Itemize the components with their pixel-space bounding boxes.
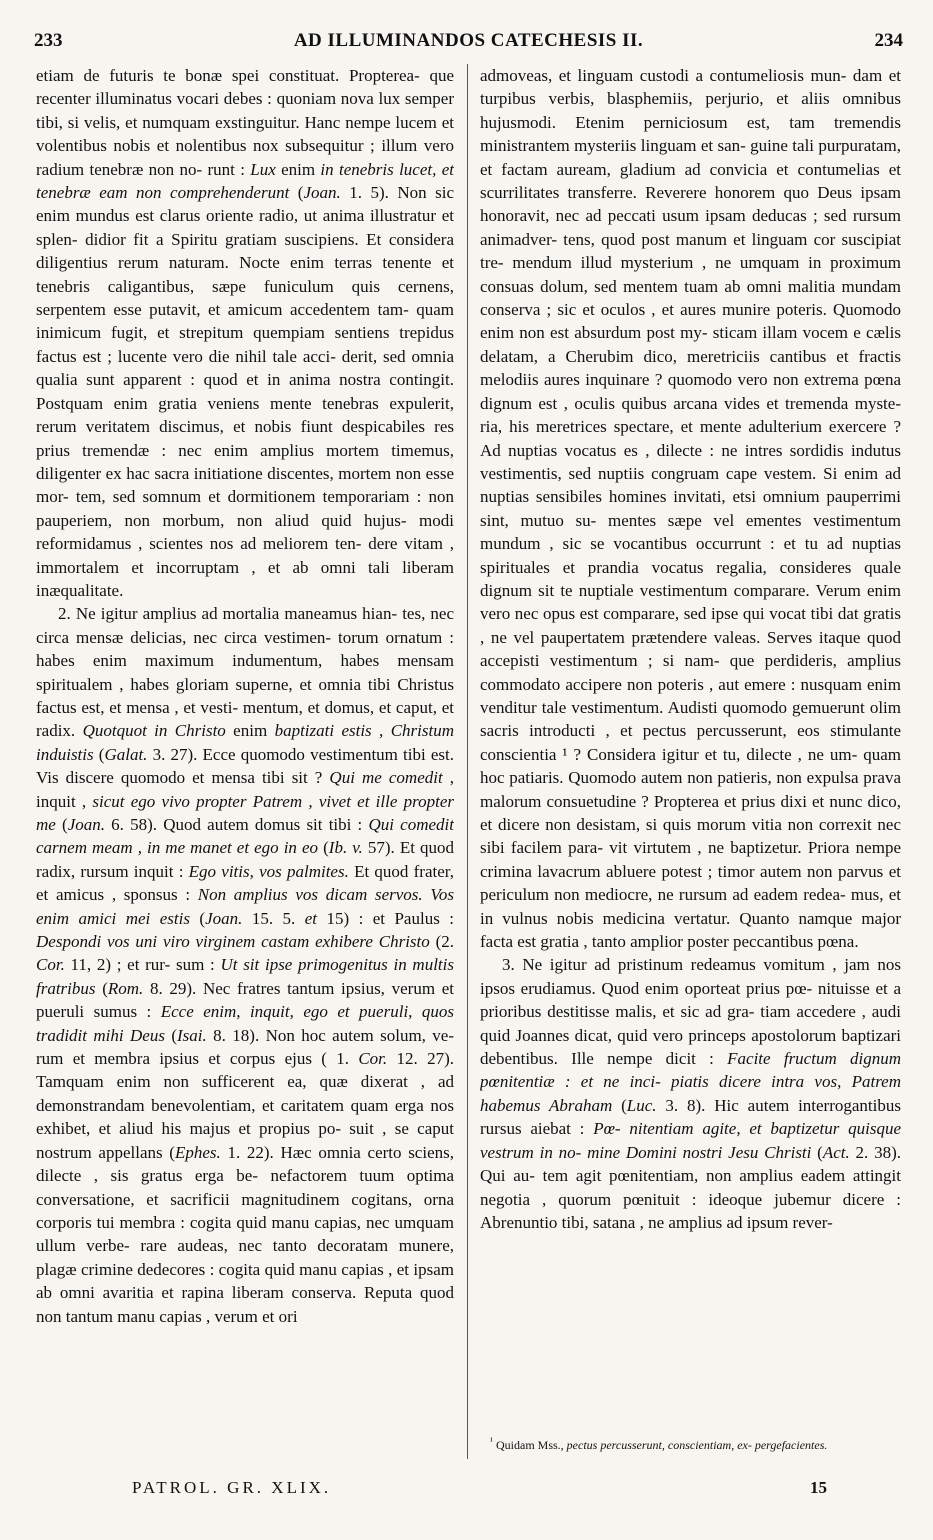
page-number-right: 234 [874,30,903,51]
text-segment: ( [93,744,105,764]
text-segment: ( [95,978,108,998]
text-segment: 3. Ne igitur ad pristinum redeamus vomitum , jam nos ipsos erudiamus. Quod enim oporteat prius pœ- nituisse et a prioribus destitisse malis, et sic ad gra- tiam accedere , audi quid Joannes dicat, quid vero princeps apostolorum baptizari debentibus. Ille nempe dicit : [480,955,901,1069]
italic-text-segment: Lux [250,159,276,179]
running-title: AD ILLUMINANDOS CATECHESIS II. [293,30,644,51]
italic-text-segment: Ecce enim, inquit, ego et pueruli, quos tradidit mihi Deus [36,1002,454,1045]
text-segment: 6. 58). Quod autem domus sit tibi : [104,815,369,834]
italic-text-segment: Ut sit ipse primogenitus in multis fratribus [36,955,454,998]
text-segment: 8. 29). Nec fratres tantum ipsius, verum et pueruli sumus : [36,978,454,1022]
footnote [490,1434,902,1453]
page-number-left: 233 [34,30,63,51]
italic-text-segment: baptizati estis , Christum induistis [36,721,454,764]
italic-text-segment: Luc. [626,1095,657,1115]
right-text-column [480,64,901,1462]
text-segment: ( [164,1025,178,1045]
italic-text-segment: Joan. [205,908,243,928]
italic-text-segment: Ephes. [174,1142,221,1162]
text-segment: 8. 18). Non hoc autem solum, ve- rum et membra ipsius et corpus ejus ( 1. [36,1025,454,1069]
italic-text-segment: Qui me comedit [329,768,443,788]
text-segment: enim [275,159,321,179]
italic-text-segment: Despondi vos uni viro virginem castam exhibere Christo [36,932,430,952]
text-segment: 57). Et quod radix, rursum inquit : [36,838,454,881]
italic-text-segment: Qui comedit carnem meam , in me manet et ego in eo [36,815,454,858]
text-segment: ( [289,183,304,203]
text-segment: (2. [429,932,454,952]
italic-text-segment: Galat. [104,744,148,764]
text-segment: , inquit , [36,768,454,811]
italic-text-segment: Pœ- nitentiam agite, et baptizetur quisque vestrum in no- mine Domini nostri Jesu Christi [480,1119,901,1162]
text-segment: ( [318,838,329,858]
footnote-marker: ¹ [490,1436,493,1447]
italic-text-segment: Cor. [36,955,65,975]
italic-text-segment: in tenebris lucet, et tenebræ eam non comprehenderunt [36,159,454,203]
paragraph [480,64,901,953]
text-segment: Et quod frater, et amicus , sponsus : [36,861,454,905]
text-segment: etiam de futuris te bonæ spei constituat. Propterea- que recenter illuminatus vocari debes : quoniam nova lux semper tibi, si velis, et numquam exstinguitur. Hanc nempe lucem et volentibus nobis et nolentibus nox subsequitur ; illum vero radium tenebræ non no- runt : [36,66,454,179]
text-segment: 3. 27). Ecce quomodo vestimentum tibi est. Vis discere quomodo et mensa tibi sit ? [36,744,454,788]
footer-signature-number: 15 [810,1478,827,1497]
italic-text-segment: Joan. [303,183,341,203]
italic-text-segment: Rom. [107,978,144,998]
paragraph [36,64,454,602]
italic-text-segment: Non amplius vos dicam servos. Vos enim amici mei estis [36,885,454,928]
text-segment: 2. Ne igitur amplius ad mortalia maneamus hian- tes, nec circa mensæ delicias, nec circa vestimen- torum ornatum : habes enim maximum indumentum, habes mensam spiritualem , habes gloriam superne, et omnia tibi Christus factus est, et mensa , et vesti- mentum, et domus, et caput, et radix. [36,604,454,741]
text-segment: 1. 5). Non sic enim mundus est clarus oriente radio, ut anima illustratur et splen- didior fit a Spiritu gratiam suscipiens. Et considera diligentius rerum naturam. Nocte enim terras tenente et tenebris caligantibus, sæpe funiculum quis cernens, serpentem esse putavit, et amicum accedentem tam- quam inimicum fugit, et strepitum quempiam sentiens trepidus factus est ; lucente vero die nihil tale acci- derit, sed omnia qualia sunt apparent : quod et in anima nostra contingit. Postquam enim gratia veniens mente tenebras expulerit, rerum veritatem discimus, et nobis fiunt despicabiles res prius tremendæ : nec enim amplius mortem timemus, diligenter ex hac sacra initiatione discentes, mortem non esse mor- tem, sed somnum et dormitionem temporariam : non pauperiem, non morbum, non aliud quid hujus- modi reformidamus , scientes nos ad meliorem ten- dere vitam , immortalem et incorruptam , et ab omni tali liberam inæqualitate. [36,183,454,600]
text-segment: ( [189,908,206,928]
text-segment: 1. 22). Hæc omnia certo sciens, dilecte , sis gratus erga be- nefactorem tuum optima conversatione, et sacrificii magnitudinem cogitans, orna corporis tui membra : cogita quid manu capias, nec umquam ullum verbe- rare audeas, nec tanto decoratam munere, plagæ crimine dedecores : cogita quid manu capias , et ipsam ab omni avaritia et rapina liberam conserva. Reputa quod non tantum manu capias , verum et ori [36,1142,454,1326]
footer-volume-label: PATROL. GR. XLIX. [132,1478,332,1497]
text-segment: ( [612,1095,627,1115]
italic-text-segment: Act. [822,1142,850,1162]
running-header [34,30,903,60]
italic-text-segment: sicut ego vivo propter Patrem , vivet et ille propter me [36,791,454,834]
text-segment: 11, 2) ; et rur- sum : [64,955,221,975]
italic-text-segment: Joan. [67,815,105,834]
italic-text-segment: Ego vitis, vos palmites. [188,861,349,881]
text-segment: 15) : et Paulus : [317,908,454,928]
italic-text-segment: Ib. v. [328,838,363,858]
italic-text-segment: Quotquot in Christo [82,721,226,741]
paragraph [480,953,901,1234]
paragraph [36,602,454,1328]
column-divider [467,64,468,1459]
text-segment: 2. 38). Qui au- tem agit pœnitentiam, non amplius eadem attingit negotia , quorum pœnituit : ideoque jubemur dicere : Abrenuntio tibi, satana , ne amplius ad ipsum rever- [480,1142,901,1232]
italic-text-segment: Isai. [177,1025,207,1045]
left-text-column [36,64,454,1462]
text-segment: admoveas, et linguam custodi a contumeliosis mun- dam et turpibus verbis, blasphemiis, perjurio, et aliis omnibus hujusmodi. Etenim perniciosum est, tam tremendis ministrantem mysteriis linguam et san- guine tali purpuratam, et factam auream, gladium ad convicia et contumelias et scurrilitates transferre. Reverere honorem quo Deus ipsam honoravit, nec ad peccati usum ipsam deducas ; sed rursum animadver- tens, quod post manum et linguam cor suscipiat tre- mendum illud mysterium , ne umquam in proximum consuas dolum, sed mentem tuam ab omni malitia mundam conserva ; sic et oculos , et aures munire poteris. Quomodo enim non est absurdum post my- sticam illam vocem e cælis delatam, a Cherubim dico, meretriciis cantibus et fractis melodiis aures inquinare ? quomodo vero non extrema pœna dignum est , oculis quibus arcana vides et tremenda myste- ria, his meretrices spectare, et mente adulterium exercere ? Ad nuptias vocatus es , dilecte : ne intres sordidis indutus vestimentis, sed nuptiis congruam cape vestem. Si enim ad nuptias sensibiles homines invitati, etsi omnium pauperrimi sint, mutuo su- mentes sæpe vel ementes vestimentum mundum , sic se vocantibus occurrunt : et tu ad nuptias spirituales et prandia vocatus regalia, consideres quale dignum sit te nuptiale vestimentum comparare. Verum enim vero nec opus est comparare, sed ipse qui vocat tibi dat gratis , ne vel paupertatem prætendere valeas. Serves itaque quod accepisti vestimentum ; si nam- que perdideris, amplius commodato accipere non poteris , aut emere : nusquam enim venditur tale vestimentum. Audisti quomodo gemuerunt olim sacris introducti , et pectus percusserunt, eos stimulante conscientia ¹ ? Considera igitur et tu, dilecte , ne um- quam hoc patiaris. Quomodo autem non patieris, non expulsa prava malorum consuetudine ? Propterea et prius dixi et nunc dico, et dicere non desistam, si quis morum vitia non correxit nec sibi facilem para- vit virtutem , ne baptizetur. Priora nempe crimina lavacrum abluere potest ; timor autem non parvus et periculum non mediocre, ne rursum ad eadem redea- mus, et in vulnus nobis medicina vertatur. Quanto namque major facta est gratia , tanto amplior poster peccantibus pœna. [480,66,901,952]
text-segment: 12. 27). Tamquam enim non sufficerent ea, quæ dixerat , ad demonstrandam benevolentiam, et caritatem quam erga nos exhibet, et aliud his majus et propius po- suit , se caput nostrum appellans ( [36,1049,454,1162]
footnote-text: Quidam Mss., [496,1438,567,1452]
text-segment: ( [811,1142,823,1162]
footnote-italic-text: pectus percusserunt, conscientiam, ex- pergefacientes. [566,1438,828,1452]
text-segment: 3. 8). Hic autem interrogantibus rursus aiebat : [480,1095,901,1139]
italic-text-segment: Facite fructum dignum pœnitentiæ : et ne inci- piatis dicere intra vos, Patrem habemus Abraham [480,1049,901,1115]
text-segment: ( [55,815,68,834]
italic-text-segment: Cor. [358,1049,388,1069]
italic-text-segment: et [304,908,318,928]
text-segment: 15. 5. [242,908,305,928]
text-segment: enim [225,721,275,741]
